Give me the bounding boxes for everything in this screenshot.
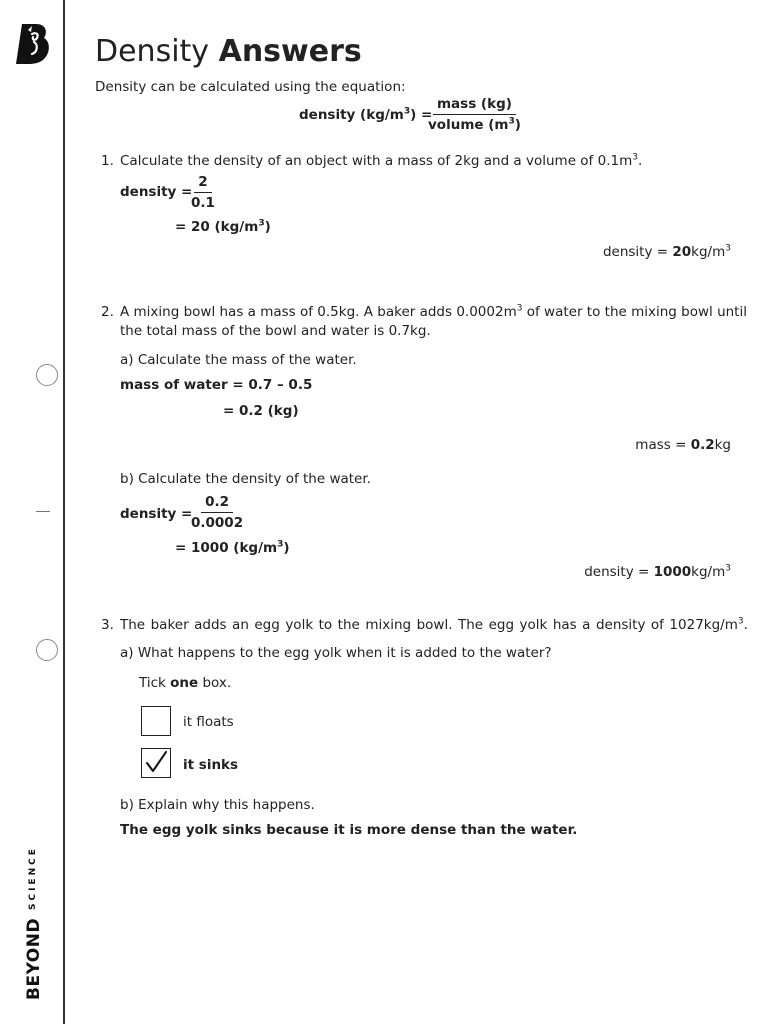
q2-line1-text: A mixing bowl has a mass of 0.5kg. A baker adds 0.0002m — [120, 304, 517, 320]
q2-line1 — [120, 304, 747, 320]
q1-text-sup: 3 — [632, 152, 638, 163]
q1-text-end: . — [637, 153, 643, 169]
q2a-work1: mass of water = 0.7 – 0.5 — [120, 377, 313, 393]
q2b-answer-label: density = — [584, 564, 654, 580]
fold-mark — [36, 511, 50, 512]
q3-number: 3. — [101, 617, 114, 633]
q1-result-end: ) — [264, 219, 271, 235]
q2-line1-sup: 3 — [516, 303, 523, 314]
q2a-answer-value: 0.2 — [690, 437, 715, 453]
equation-den-text: volume (m — [428, 117, 509, 133]
punch-hole — [36, 364, 58, 386]
q2a-work2: = 0.2 (kg) — [223, 403, 299, 419]
equation-lhs-text: density (kg/m — [299, 107, 404, 123]
q2b-result-text: = 1000 (kg/m — [175, 540, 278, 556]
q1-answer-sup: 3 — [725, 243, 731, 254]
q3a-instruction-pre: Tick — [139, 675, 171, 691]
q3-text-sup: 3 — [737, 616, 744, 627]
punch-hole — [36, 639, 58, 661]
q3a-instruction-bold: one — [170, 675, 199, 691]
q2a-answer-unit: kg — [714, 437, 731, 453]
q3a-prompt: a) What happens to the egg yolk when it is added to the water? — [120, 645, 552, 661]
q3-text-main: The baker adds an egg yolk to the mixing bowl. The egg yolk has a density of 1027kg/m — [120, 617, 738, 633]
q1-work-result — [175, 219, 271, 235]
q2b-answer-value: 1000 — [653, 564, 692, 580]
checkmark-icon — [142, 749, 169, 776]
option-sinks-checkbox[interactable] — [141, 748, 171, 778]
q1-answer-label: density = — [602, 244, 673, 260]
q3-text-end: . — [743, 617, 748, 633]
q2a-prompt: a) Calculate the mass of the water. — [120, 352, 357, 368]
q2b-answer-sup: 3 — [725, 563, 731, 574]
q1-text — [120, 153, 642, 169]
q3b-prompt: b) Explain why this happens. — [120, 797, 315, 813]
intro-text: Density can be calculated using the equation: — [95, 79, 406, 95]
q2b-result-sup: 3 — [277, 539, 284, 550]
q2b-work-result — [175, 540, 290, 556]
q1-result-sup: 3 — [258, 218, 265, 229]
q2a-answer — [635, 437, 731, 453]
q1-number: 1. — [101, 153, 114, 169]
q2-line1-end: of water to the mixing bowl until — [522, 304, 747, 320]
q2b-answer — [584, 564, 731, 580]
brand-sub: SCIENCE — [28, 846, 38, 910]
q2b-work-label: density = — [120, 506, 193, 522]
q3b-answer: The egg yolk sinks because it is more dense than the water. — [120, 822, 578, 838]
q1-work-denominator: 0.1 — [191, 195, 215, 211]
margin-line — [63, 0, 65, 1024]
q2-number: 2. — [101, 304, 114, 320]
option-floats-label: it floats — [183, 714, 234, 730]
q3a-instruction — [139, 675, 231, 691]
q1-answer-unit: kg/m — [691, 244, 726, 260]
q1-answer-value: 20 — [672, 244, 692, 260]
brand-word: BEYOND — [24, 917, 44, 1000]
q2b-result-end: ) — [283, 540, 290, 556]
option-sinks-label: it sinks — [183, 757, 239, 773]
equation-lhs-end: ) = — [410, 107, 433, 123]
q2b-work-denominator: 0.0002 — [191, 515, 244, 531]
beyond-logo-icon — [14, 22, 52, 66]
q1-work-fraction — [187, 174, 219, 211]
title-light: Density — [95, 34, 210, 69]
q2-line2: the total mass of the bowl and water is 0.7kg. — [120, 323, 431, 339]
equation-lhs — [299, 107, 432, 123]
q2a-answer-label: mass = — [635, 437, 691, 453]
equation-denominator — [424, 115, 525, 133]
equation-numerator: mass (kg) — [433, 96, 516, 115]
q1-result-text: = 20 (kg/m — [175, 219, 259, 235]
q2b-work-fraction — [187, 494, 247, 531]
equation-den-sup: 3 — [508, 116, 515, 127]
q2b-prompt: b) Calculate the density of the water. — [120, 471, 371, 487]
title-bold: Answers — [218, 34, 362, 69]
q3-text — [120, 617, 748, 633]
q1-answer — [603, 244, 731, 260]
equation-fraction — [424, 96, 525, 133]
q3a-instruction-end: box. — [198, 675, 232, 691]
q1-text-main: Calculate the density of an object with a mass of 2kg and a volume of 0.1m — [120, 153, 633, 169]
q1-work-numerator: 2 — [194, 174, 211, 193]
q2b-answer-unit: kg/m — [691, 564, 726, 580]
option-floats-checkbox[interactable] — [141, 706, 171, 736]
q2b-work-numerator: 0.2 — [201, 494, 233, 513]
q1-work-label: density = — [120, 184, 193, 200]
equation-lhs-sup: 3 — [403, 106, 411, 117]
page-title — [95, 34, 362, 69]
equation-den-end: ) — [514, 117, 521, 133]
